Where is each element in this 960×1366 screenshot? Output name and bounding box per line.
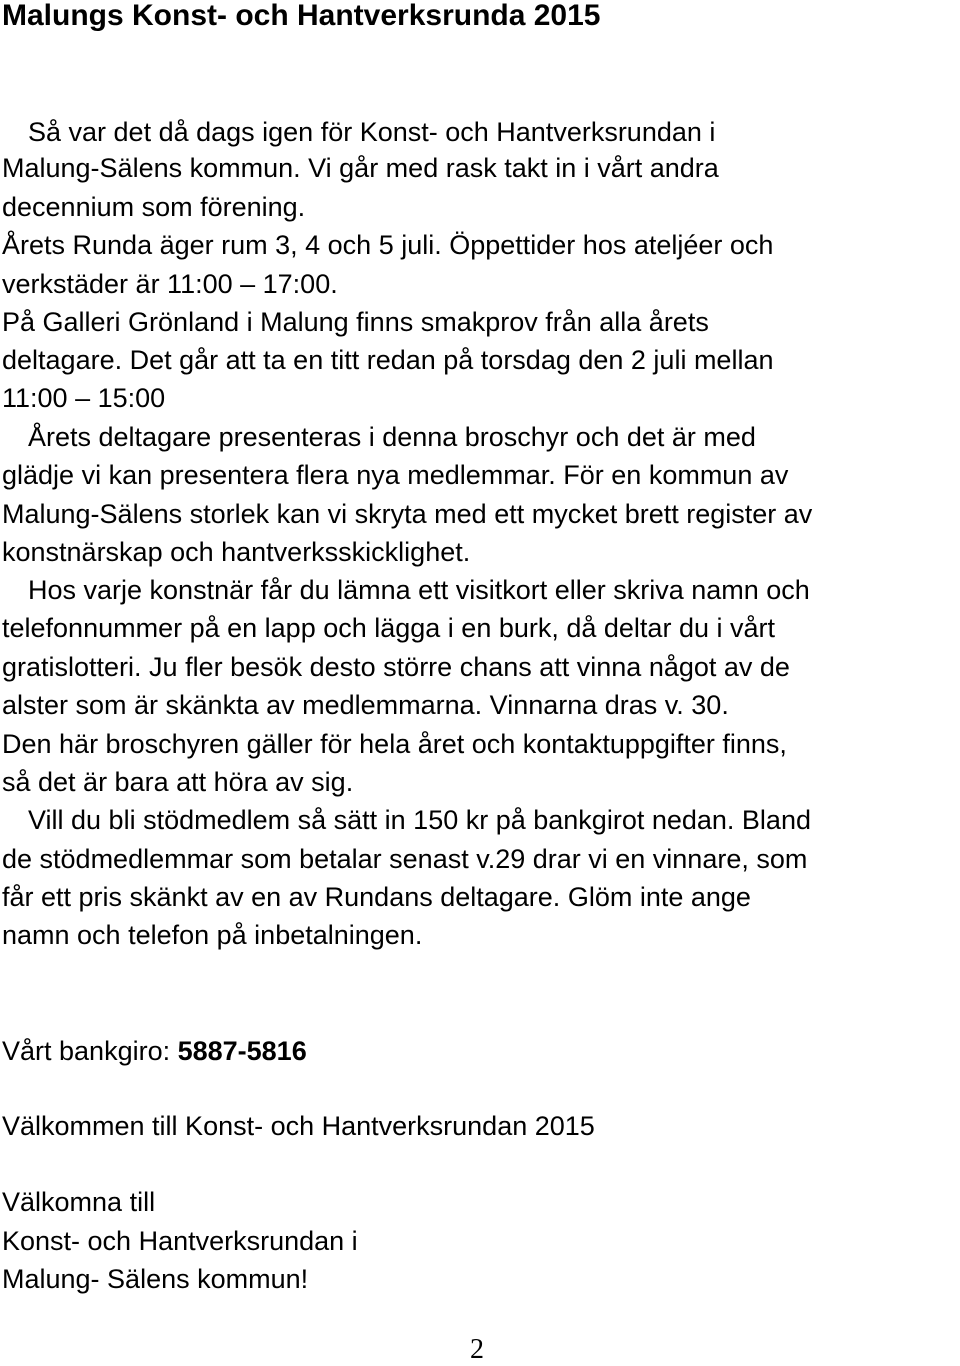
welcome-line: Välkommen till Konst- och Hantverksrundan 2015 [2, 1111, 595, 1141]
body-line: verkstäder är 11:00 – 17:00. [2, 269, 338, 299]
body-line: deltagare. Det går att ta en titt redan på torsdag den 2 juli mellan [2, 345, 774, 375]
body-line: gratislotteri. Ju fler besök desto större chans att vinna något av de [2, 652, 790, 682]
body-line: konstnärskap och hantverksskicklighet. [2, 537, 471, 567]
document-title: Malungs Konst- och Hantverksrunda 2015 [2, 0, 601, 32]
bankgiro-number: 5887-5816 [177, 1036, 307, 1066]
body-line: Årets deltagare presenteras i denna broschyr och det är med [28, 422, 756, 452]
body-line: På Galleri Grönland i Malung finns smakprov från alla årets [2, 307, 709, 337]
body-line: Hos varje konstnär får du lämna ett visitkort eller skriva namn och [28, 575, 810, 605]
body-line: decennium som förening. [2, 192, 306, 222]
body-line: Den här broschyren gäller för hela året och kontaktuppgifter finns, [2, 729, 787, 759]
body-line: namn och telefon på inbetalningen. [2, 920, 423, 950]
body-line: Årets Runda äger rum 3, 4 och 5 juli. Öppettider hos ateljéer och [2, 230, 774, 260]
body-line: Malung-Sälens storlek kan vi skryta med ett mycket brett register av [2, 499, 813, 529]
closing-line: Välkomna till [2, 1187, 156, 1217]
body-line: Vill du bli stödmedlem så sätt in 150 kr på bankgirot nedan. Bland [28, 805, 811, 835]
body-line: så det är bara att höra av sig. [2, 767, 354, 797]
bankgiro-label: Vårt bankgiro: [2, 1036, 178, 1066]
body-line: alster som är skänkta av medlemmarna. Vinnarna dras v. 30. [2, 690, 729, 720]
body-line: Så var det då dags igen för Konst- och Hantverksrundan i [28, 117, 716, 147]
closing-line: Konst- och Hantverksrundan i [2, 1226, 358, 1256]
page-number: 2 [470, 1334, 484, 1365]
bankgiro-line [2, 1035, 307, 1068]
body-line: telefonnummer på en lapp och lägga i en burk, då deltar du i vårt [2, 613, 775, 643]
body-line: får ett pris skänkt av en av Rundans deltagare. Glöm inte ange [2, 882, 751, 912]
body-line: Malung-Sälens kommun. Vi går med rask takt in i vårt andra [2, 153, 719, 183]
body-line: 11:00 – 15:00 [2, 383, 166, 413]
closing-line: Malung- Sälens kommun! [2, 1264, 309, 1294]
body-line: de stödmedlemmar som betalar senast v.29 drar vi en vinnare, som [2, 844, 808, 874]
body-line: glädje vi kan presentera flera nya medlemmar. För en kommun av [2, 460, 789, 490]
